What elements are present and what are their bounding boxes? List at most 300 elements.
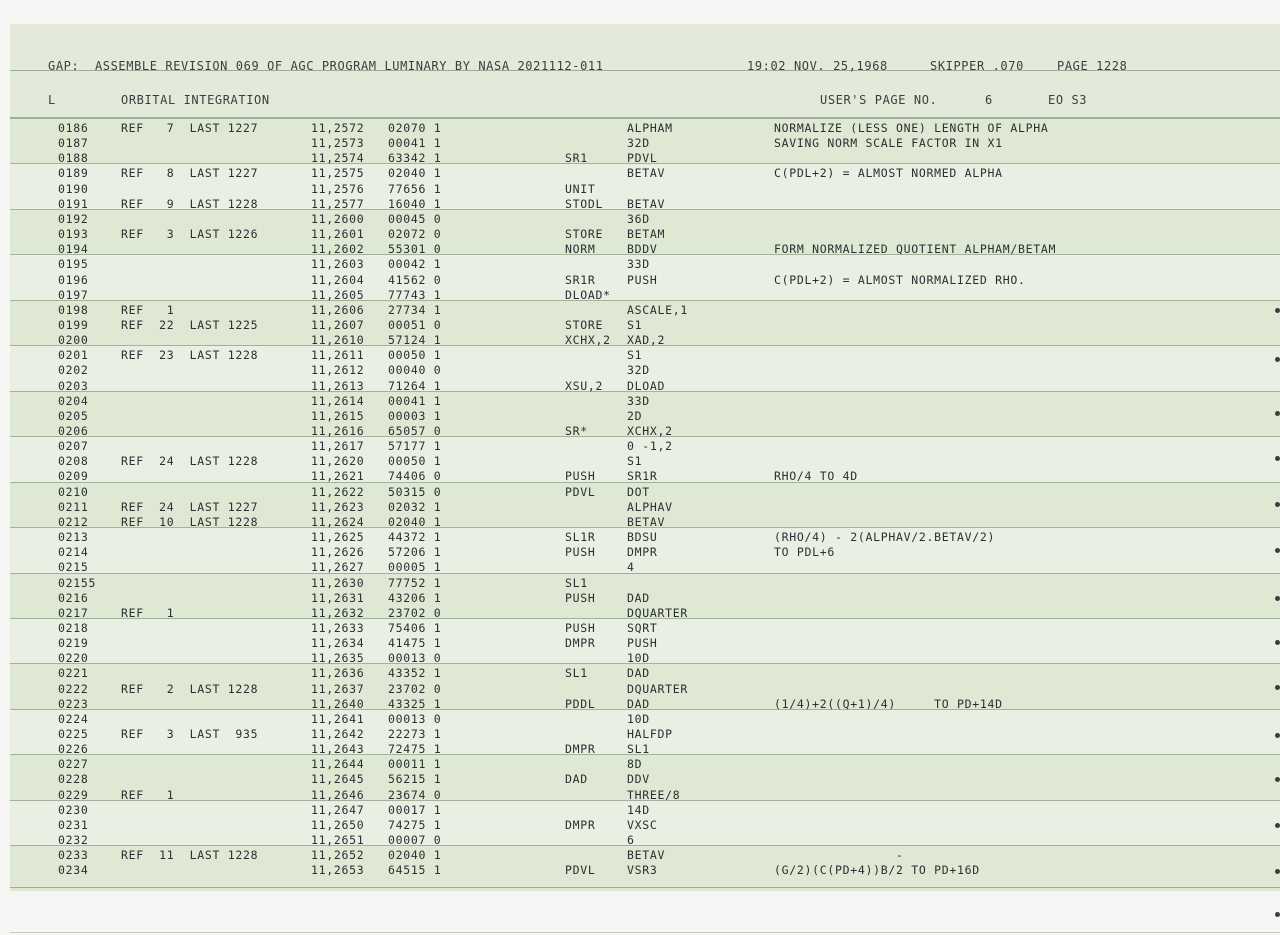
feed-hole xyxy=(1275,357,1280,362)
address: 11,2640 xyxy=(311,696,365,711)
octal-word: 00045 0 xyxy=(388,211,442,226)
line-number: 0186 xyxy=(58,121,89,135)
listing-row xyxy=(0,848,1280,863)
line-number: 0215 xyxy=(58,560,89,575)
listing-row xyxy=(0,697,1280,712)
octal-word: 71264 1 xyxy=(388,378,442,393)
octal-word: 02032 1 xyxy=(388,499,442,514)
octal-word: 56215 1 xyxy=(388,772,442,787)
line-number: 0210 xyxy=(58,484,89,499)
log-letter: L xyxy=(48,93,56,107)
address: 11,2610 xyxy=(311,333,365,348)
address: 11,2632 xyxy=(311,605,365,620)
listing-row xyxy=(0,273,1280,288)
operand: XAD,2 xyxy=(627,333,666,348)
address: 11,2577 xyxy=(311,196,365,211)
listing-row xyxy=(0,515,1280,530)
listing-row xyxy=(0,151,1280,166)
listing-row xyxy=(0,833,1280,848)
address: 11,2612 xyxy=(311,363,365,378)
comment: NORMALIZE (LESS ONE) LENGTH OF ALPHA xyxy=(774,121,1049,135)
feed-hole xyxy=(1275,456,1280,461)
feed-hole xyxy=(1275,596,1280,601)
address: 11,2602 xyxy=(311,242,365,257)
line-number: 0200 xyxy=(58,333,89,348)
operand: ALPHAM xyxy=(627,121,673,135)
address: 11,2643 xyxy=(311,742,365,757)
label-field: XSU,2 xyxy=(565,378,604,393)
label-field: PDDL xyxy=(565,696,596,711)
operand: BETAV xyxy=(627,848,666,863)
listing-row xyxy=(0,379,1280,394)
line-number: 0207 xyxy=(58,439,89,454)
ref-note: REF 22 LAST 1225 xyxy=(121,317,259,332)
page-number: PAGE 1228 xyxy=(1057,59,1128,73)
address: 11,2636 xyxy=(311,666,365,681)
ref-note: REF 8 LAST 1227 xyxy=(121,166,259,181)
line-number: 0222 xyxy=(58,681,89,696)
octal-word: 00005 1 xyxy=(388,560,442,575)
ref-note: REF 24 LAST 1228 xyxy=(121,454,259,469)
users-page-label: USER'S PAGE NO. xyxy=(820,93,938,107)
listing-row xyxy=(0,757,1280,772)
address: 11,2642 xyxy=(311,727,365,741)
comment: SAVING NORM SCALE FACTOR IN X1 xyxy=(774,136,1003,151)
line-number: 0189 xyxy=(58,166,89,181)
feed-hole xyxy=(1275,777,1280,782)
listing-row xyxy=(0,469,1280,484)
operand: HALFDP xyxy=(627,727,673,741)
operand: 36D xyxy=(627,211,650,226)
line-number: 0225 xyxy=(58,727,89,741)
line-number: 0206 xyxy=(58,424,89,438)
listing-row xyxy=(0,545,1280,560)
section-title: ORBITAL INTEGRATION xyxy=(121,93,270,107)
operand: DDV xyxy=(627,772,650,787)
feed-hole xyxy=(1275,411,1280,416)
label-field: PDVL xyxy=(565,484,596,499)
octal-word: 22273 1 xyxy=(388,727,442,741)
octal-word: 63342 1 xyxy=(388,151,442,166)
address: 11,2601 xyxy=(311,227,365,242)
listing-row xyxy=(0,166,1280,181)
line-number: 0224 xyxy=(58,711,89,726)
octal-word: 00040 0 xyxy=(388,363,442,378)
line-number: 0234 xyxy=(58,863,89,878)
operand: DQUARTER xyxy=(627,681,688,696)
octal-word: 77656 1 xyxy=(388,181,442,196)
comment: C(PDL+2) = ALMOST NORMALIZED RHO. xyxy=(774,272,1026,287)
listing-row xyxy=(0,121,1280,136)
listing-row xyxy=(0,772,1280,787)
listing-row xyxy=(0,197,1280,212)
feed-hole xyxy=(1275,685,1280,690)
line-number: 0228 xyxy=(58,772,89,787)
address: 11,2644 xyxy=(311,757,365,772)
operand: DAD xyxy=(627,590,650,605)
ref-note: REF 1 xyxy=(121,605,175,620)
listing-row xyxy=(0,636,1280,651)
octal-word: 02070 1 xyxy=(388,121,442,135)
operand: SQRT xyxy=(627,620,658,635)
address: 11,2574 xyxy=(311,151,365,166)
octal-word: 00042 1 xyxy=(388,257,442,272)
listing-row xyxy=(0,727,1280,742)
operand: BETAV xyxy=(627,514,666,529)
assembly-title: GAP: ASSEMBLE REVISION 069 OF AGC PROGRAM LUMINARY BY NASA 2021112-011 xyxy=(48,59,604,73)
line-number: 0187 xyxy=(58,136,89,151)
address: 11,2572 xyxy=(311,121,365,135)
operand: 8D xyxy=(627,757,643,772)
address: 11,2620 xyxy=(311,454,365,469)
operand: S1 xyxy=(627,348,643,363)
octal-word: 00050 1 xyxy=(388,454,442,469)
label-field: XCHX,2 xyxy=(565,333,611,348)
address: 11,2621 xyxy=(311,469,365,484)
address: 11,2653 xyxy=(311,863,365,878)
listing-row xyxy=(0,591,1280,606)
ref-note: REF 2 LAST 1228 xyxy=(121,681,259,696)
octal-word: 55301 0 xyxy=(388,242,442,257)
feed-hole xyxy=(1275,869,1280,874)
octal-word: 00051 0 xyxy=(388,317,442,332)
line-number: 0233 xyxy=(58,848,89,863)
listing-row xyxy=(0,409,1280,424)
comment: FORM NORMALIZED QUOTIENT ALPHAM/BETAM xyxy=(774,242,1057,257)
comment: TO PDL+6 xyxy=(774,545,835,560)
ref-note: REF 3 LAST 935 xyxy=(121,727,259,741)
line-number: 0218 xyxy=(58,620,89,635)
octal-word: 00007 0 xyxy=(388,833,442,848)
operand: DAD xyxy=(627,696,650,711)
operand: BETAM xyxy=(627,227,666,242)
operand: PUSH xyxy=(627,636,658,651)
label-field: DMPR xyxy=(565,817,596,832)
operand: BETAV xyxy=(627,166,666,181)
address: 11,2631 xyxy=(311,590,365,605)
listing-row xyxy=(0,742,1280,757)
listing-row xyxy=(0,606,1280,621)
line-number: 02155 xyxy=(58,575,97,590)
octal-word: 72475 1 xyxy=(388,742,442,757)
line-number: 0229 xyxy=(58,787,89,802)
address: 11,2645 xyxy=(311,772,365,787)
octal-word: 23702 0 xyxy=(388,681,442,696)
listing-row xyxy=(0,303,1280,318)
operand: XCHX,2 xyxy=(627,424,673,438)
label-field: SR1R xyxy=(565,272,596,287)
line-number: 0221 xyxy=(58,666,89,681)
label-field: UNIT xyxy=(565,181,596,196)
ref-note: REF 24 LAST 1227 xyxy=(121,499,259,514)
listing-row xyxy=(0,788,1280,803)
timestamp: 19:02 NOV. 25,1968 xyxy=(747,59,888,73)
listing-row xyxy=(0,485,1280,500)
section-code: EO S3 xyxy=(1048,93,1088,107)
line-number: 0213 xyxy=(58,530,89,545)
octal-word: 41562 0 xyxy=(388,272,442,287)
address: 11,2624 xyxy=(311,514,365,529)
octal-word: 00003 1 xyxy=(388,408,442,423)
listing-row xyxy=(0,454,1280,469)
octal-word: 00013 0 xyxy=(388,711,442,726)
operand: BETAV xyxy=(627,196,666,211)
line-number: 0196 xyxy=(58,272,89,287)
comment: C(PDL+2) = ALMOST NORMED ALPHA xyxy=(774,166,1003,181)
address: 11,2633 xyxy=(311,620,365,635)
listing-row xyxy=(0,863,1280,878)
comment: (G/2)(C(PD+4))B/2 TO PD+16D xyxy=(774,863,980,878)
line-number: 0193 xyxy=(58,227,89,242)
address: 11,2614 xyxy=(311,393,365,408)
address: 11,2646 xyxy=(311,787,365,802)
listing-end-rule xyxy=(10,887,1280,888)
line-number: 0214 xyxy=(58,545,89,560)
line-number: 0204 xyxy=(58,393,89,408)
feed-hole xyxy=(1275,548,1280,553)
feed-hole xyxy=(1275,502,1280,507)
operand: ALPHAV xyxy=(627,499,673,514)
label-field: PUSH xyxy=(565,620,596,635)
operand: DAD xyxy=(627,666,650,681)
address: 11,2625 xyxy=(311,530,365,545)
operand: 10D xyxy=(627,651,650,666)
ref-note: REF 11 LAST 1228 xyxy=(121,848,259,863)
address: 11,2604 xyxy=(311,272,365,287)
address: 11,2641 xyxy=(311,711,365,726)
line-number: 0192 xyxy=(58,211,89,226)
line-number: 0208 xyxy=(58,454,89,469)
octal-word: 23702 0 xyxy=(388,605,442,620)
label-field: PUSH xyxy=(565,545,596,560)
listing-row xyxy=(0,803,1280,818)
listing-row xyxy=(0,333,1280,348)
octal-word: 57124 1 xyxy=(388,333,442,348)
operand: VXSC xyxy=(627,817,658,832)
octal-word: 77752 1 xyxy=(388,575,442,590)
operand: DMPR xyxy=(627,545,658,560)
label-field: STORE xyxy=(565,317,604,332)
octal-word: 43325 1 xyxy=(388,696,442,711)
address: 11,2622 xyxy=(311,484,365,499)
octal-word: 50315 0 xyxy=(388,484,442,499)
address: 11,2600 xyxy=(311,211,365,226)
address: 11,2603 xyxy=(311,257,365,272)
line-number: 0188 xyxy=(58,151,89,166)
octal-word: 00013 0 xyxy=(388,651,442,666)
operand: PUSH xyxy=(627,272,658,287)
line-number: 0219 xyxy=(58,636,89,651)
ref-note: REF 23 LAST 1228 xyxy=(121,348,259,363)
listing-row xyxy=(0,576,1280,591)
octal-word: 64515 1 xyxy=(388,863,442,878)
address: 11,2635 xyxy=(311,651,365,666)
address: 11,2647 xyxy=(311,802,365,817)
operand: VSR3 xyxy=(627,863,658,878)
operand: DLOAD xyxy=(627,378,666,393)
ref-note: REF 1 xyxy=(121,787,175,802)
listing-row xyxy=(0,227,1280,242)
octal-word: 02040 1 xyxy=(388,848,442,863)
operand: DOT xyxy=(627,484,650,499)
octal-word: 16040 1 xyxy=(388,196,442,211)
octal-word: 65057 0 xyxy=(388,424,442,438)
comment: (1/4)+2((Q+1)/4) TO PD+14D xyxy=(774,696,1003,711)
bottom-rule xyxy=(10,932,1280,933)
operand: S1 xyxy=(627,317,643,332)
line-number: 0232 xyxy=(58,833,89,848)
line-number: 0205 xyxy=(58,408,89,423)
listing-row xyxy=(0,363,1280,378)
ref-note: REF 10 LAST 1228 xyxy=(121,514,259,529)
listing-row xyxy=(0,439,1280,454)
line-number: 0227 xyxy=(58,757,89,772)
address: 11,2605 xyxy=(311,287,365,302)
listing-row xyxy=(0,136,1280,151)
address: 11,2607 xyxy=(311,317,365,332)
listing-row xyxy=(0,212,1280,227)
octal-word: 43206 1 xyxy=(388,590,442,605)
operand: SL1 xyxy=(627,742,650,757)
address: 11,2652 xyxy=(311,848,365,863)
listing-row xyxy=(0,318,1280,333)
address: 11,2651 xyxy=(311,833,365,848)
ref-note: REF 1 xyxy=(121,302,175,317)
listing-row xyxy=(0,242,1280,257)
label-field: DLOAD* xyxy=(565,287,611,302)
line-number: 0217 xyxy=(58,605,89,620)
octal-word: 00041 1 xyxy=(388,393,442,408)
feed-hole xyxy=(1275,823,1280,828)
line-number: 0209 xyxy=(58,469,89,484)
label-field: SL1 xyxy=(565,666,588,681)
line-number: 0202 xyxy=(58,363,89,378)
octal-word: 77743 1 xyxy=(388,287,442,302)
line-number: 0211 xyxy=(58,499,89,514)
listing-row xyxy=(0,712,1280,727)
header-rule-lower xyxy=(10,117,1280,118)
octal-word: 44372 1 xyxy=(388,530,442,545)
address: 11,2627 xyxy=(311,560,365,575)
label-field: SL1 xyxy=(565,575,588,590)
listing-row xyxy=(0,394,1280,409)
users-page-number: 6 xyxy=(985,93,993,107)
line-number: 0216 xyxy=(58,590,89,605)
line-number: 0220 xyxy=(58,651,89,666)
line-number: 0212 xyxy=(58,514,89,529)
line-number: 0191 xyxy=(58,196,89,211)
line-number: 0198 xyxy=(58,302,89,317)
feed-hole xyxy=(1275,733,1280,738)
operand: 14D xyxy=(627,802,650,817)
address: 11,2623 xyxy=(311,499,365,514)
octal-word: 74275 1 xyxy=(388,817,442,832)
listing-row xyxy=(0,288,1280,303)
address: 11,2611 xyxy=(311,348,365,363)
line-number: 0201 xyxy=(58,348,89,363)
address: 11,2576 xyxy=(311,181,365,196)
address: 11,2637 xyxy=(311,681,365,696)
listing-row xyxy=(0,500,1280,515)
listing-row xyxy=(0,424,1280,439)
line-number: 0195 xyxy=(58,257,89,272)
listing-row xyxy=(0,621,1280,636)
octal-word: 00017 1 xyxy=(388,802,442,817)
line-number: 0199 xyxy=(58,317,89,332)
operand: ASCALE,1 xyxy=(627,302,688,317)
label-field: DMPR xyxy=(565,742,596,757)
address: 11,2606 xyxy=(311,302,365,317)
listing-row xyxy=(0,682,1280,697)
octal-word: 27734 1 xyxy=(388,302,442,317)
operand: 4 xyxy=(627,560,635,575)
listing-row xyxy=(0,182,1280,197)
address: 11,2630 xyxy=(311,575,365,590)
octal-word: 74406 0 xyxy=(388,469,442,484)
operand: 33D xyxy=(627,393,650,408)
label-field: SR1 xyxy=(565,151,588,166)
address: 11,2634 xyxy=(311,636,365,651)
comment: - xyxy=(774,848,904,863)
operand: 33D xyxy=(627,257,650,272)
listing-row xyxy=(0,530,1280,545)
label-field: DAD xyxy=(565,772,588,787)
address: 11,2617 xyxy=(311,439,365,454)
operand: DQUARTER xyxy=(627,605,688,620)
operand: BDDV xyxy=(627,242,658,257)
operand: 32D xyxy=(627,136,650,151)
address: 11,2626 xyxy=(311,545,365,560)
octal-word: 23674 0 xyxy=(388,787,442,802)
operand: 6 xyxy=(627,833,635,848)
octal-word: 00011 1 xyxy=(388,757,442,772)
label-field: DMPR xyxy=(565,636,596,651)
line-number: 0223 xyxy=(58,696,89,711)
listing-row xyxy=(0,257,1280,272)
line-number: 0197 xyxy=(58,287,89,302)
label-field: STORE xyxy=(565,227,604,242)
line-number: 0203 xyxy=(58,378,89,393)
line-number: 0230 xyxy=(58,802,89,817)
line-number: 0231 xyxy=(58,817,89,832)
listing-row xyxy=(0,666,1280,681)
listing-row xyxy=(0,560,1280,575)
comment: RHO/4 TO 4D xyxy=(774,469,858,484)
label-field: SL1R xyxy=(565,530,596,545)
listing-row xyxy=(0,818,1280,833)
label-field: PUSH xyxy=(565,590,596,605)
feed-hole xyxy=(1275,912,1280,917)
octal-word: 57177 1 xyxy=(388,439,442,454)
label-field: STODL xyxy=(565,196,604,211)
comment: (RHO/4) - 2(ALPHAV/2.BETAV/2) xyxy=(774,530,996,545)
octal-word: 00041 1 xyxy=(388,136,442,151)
line-number: 0190 xyxy=(58,181,89,196)
octal-word: 02072 0 xyxy=(388,227,442,242)
operand: 0 -1,2 xyxy=(627,439,673,454)
ref-note: REF 9 LAST 1228 xyxy=(121,196,259,211)
label-field: PUSH xyxy=(565,469,596,484)
listing-row xyxy=(0,651,1280,666)
feed-hole xyxy=(1275,640,1280,645)
address: 11,2615 xyxy=(311,408,365,423)
operand: 2D xyxy=(627,408,643,423)
operand: 32D xyxy=(627,363,650,378)
label-field: NORM xyxy=(565,242,596,257)
octal-word: 75406 1 xyxy=(388,620,442,635)
octal-word: 41475 1 xyxy=(388,636,442,651)
address: 11,2573 xyxy=(311,136,365,151)
